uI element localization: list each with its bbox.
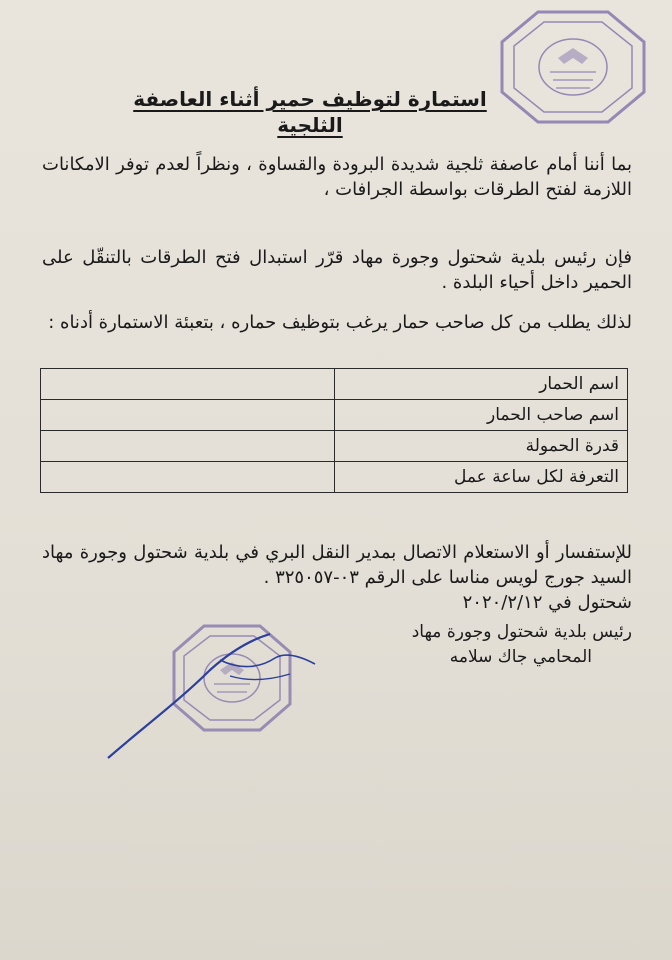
form-field-owner-name[interactable]	[41, 400, 335, 431]
intro-paragraph: بما أننا أمام عاصفة ثلجية شديدة البرودة والقساوة ، ونظراً لعدم توفر الامكانات اللازمة لفتح الطرقات بواسطة الجرافات ،	[42, 154, 632, 200]
form-label-donkey-name: اسم الحمار	[334, 369, 628, 400]
signature-name: المحامي جاك سلامه	[449, 647, 592, 667]
request-paragraph: لذلك يطلب من كل صاحب حمار يرغب بتوظيف حماره ، بتعبئة الاستمارة أدناه :	[48, 312, 632, 333]
form-field-donkey-name[interactable]	[41, 369, 335, 400]
form-label-owner-name: اسم صاحب الحمار	[334, 400, 628, 431]
handwritten-signature-icon	[100, 630, 340, 770]
page-title: استمارة لتوظيف حمير أثناء العاصفة الثلجية	[133, 87, 487, 137]
application-form-table	[40, 368, 628, 493]
form-row	[41, 431, 628, 462]
form-label-hourly-rate: التعرفة لكل ساعة عمل	[334, 462, 628, 493]
decision-paragraph: فإن رئيس بلدية شحتول وجورة مهاد قرّر استبدال فتح الطرقات بالتنقّل على الحمير داخل أحياء البلدة .	[42, 247, 632, 293]
official-stamp-top-icon	[498, 8, 648, 126]
form-field-hourly-rate[interactable]	[41, 462, 335, 493]
form-field-load-capacity[interactable]	[41, 431, 335, 462]
form-row	[41, 462, 628, 493]
form-label-load-capacity: قدرة الحمولة	[334, 431, 628, 462]
form-row	[41, 400, 628, 431]
form-row	[41, 369, 628, 400]
contact-paragraph: للإستفسار أو الاستعلام الاتصال بمدير النقل البري في بلدية شحتول وجورة مهاد السيد جورج لويس مناسا على الرقم ٠٣-٣٢٥٠٥٧ .	[42, 542, 632, 588]
signature-title: رئيس بلدية شحتول وجورة مهاد	[411, 622, 632, 642]
document-date: شحتول في ٢٠٢٠/٢/١٢	[462, 592, 632, 613]
